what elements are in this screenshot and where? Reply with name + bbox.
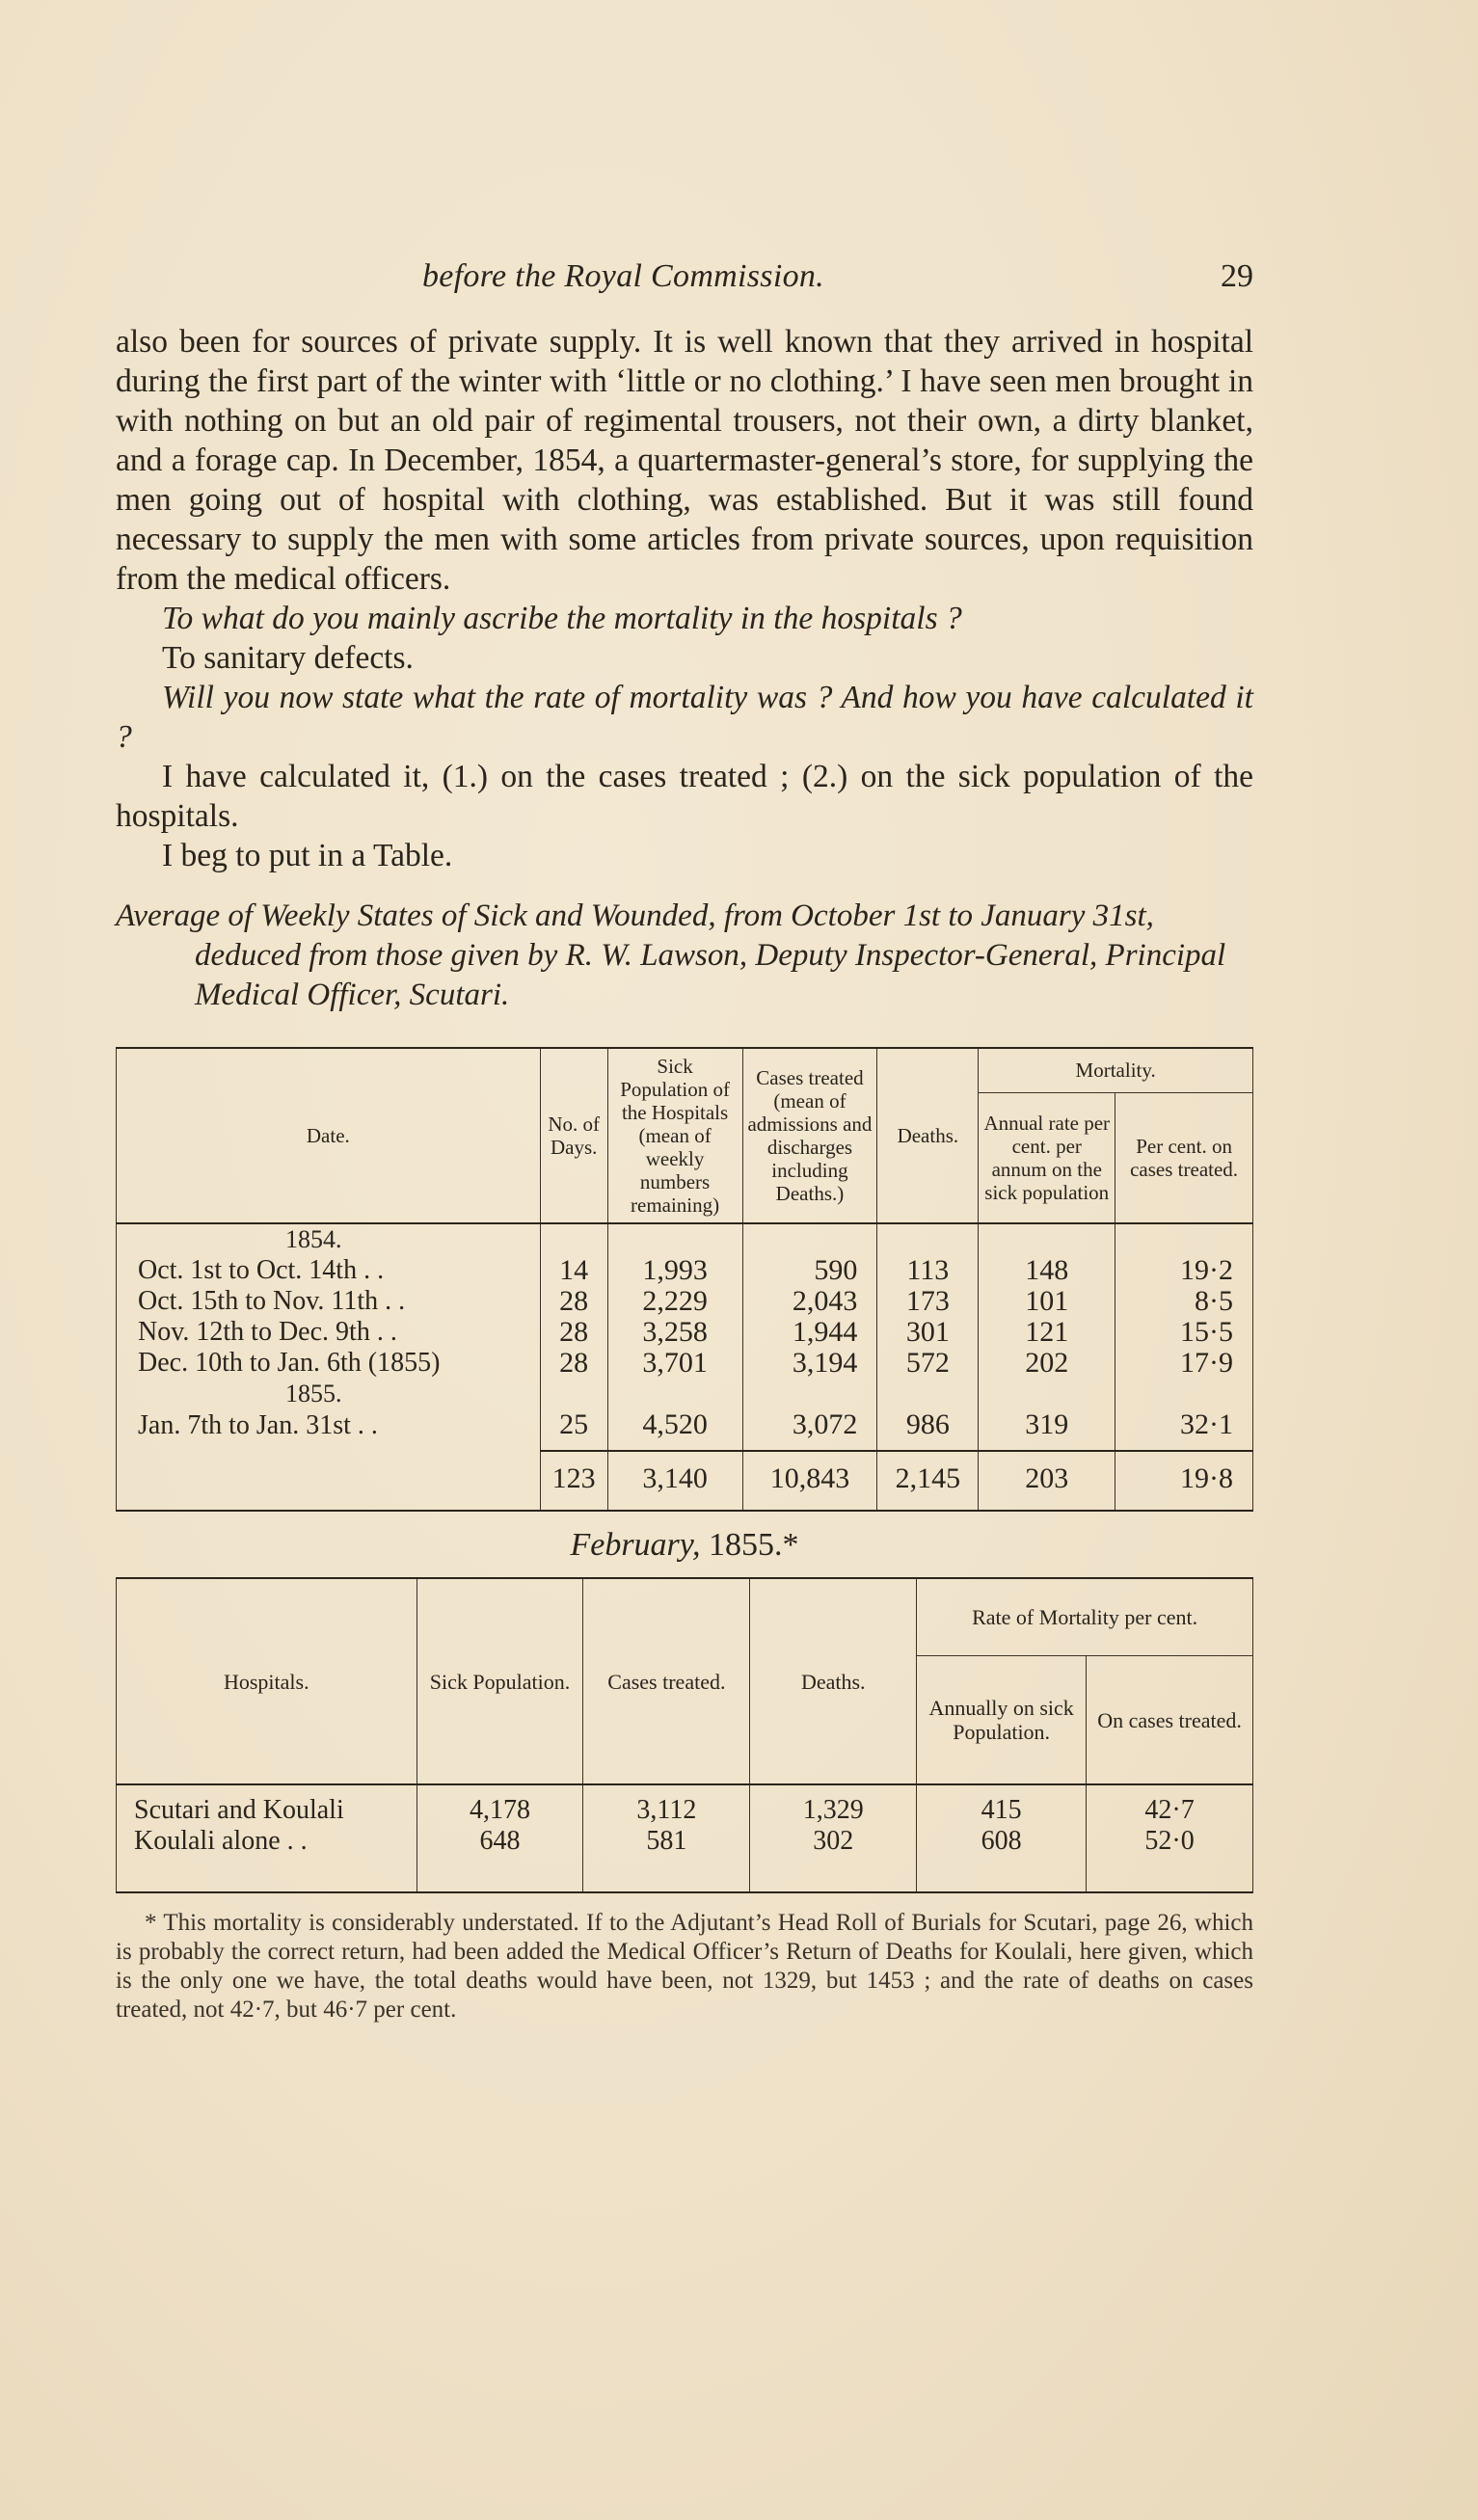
row-percent: 15·5 [1115, 1317, 1253, 1348]
table-row [117, 1255, 1253, 1286]
header-rate-mortality: Rate of Mortality per cent. [917, 1578, 1253, 1656]
page-content [116, 258, 1253, 2049]
row-cases: 3,072 [742, 1409, 877, 1451]
row-date: Oct. 15th to Nov. 11th . . [117, 1286, 541, 1317]
header-sick-population: Sick Population. [417, 1578, 583, 1784]
header-cases-treated: Cases treated. [583, 1578, 750, 1784]
header-annual-rate: Annual rate per cent. per annum on the sick population [979, 1092, 1115, 1223]
row-annually: 415 [917, 1784, 1087, 1826]
question-mortality-cause: To what do you mainly ascribe the mortality in the hospitals ? [162, 601, 962, 636]
row-days: 28 [540, 1286, 607, 1317]
header-on-cases: On cases treated. [1087, 1656, 1253, 1784]
row-hospital: Scutari and Koulali [117, 1784, 417, 1826]
row-percent: 8·5 [1115, 1286, 1253, 1317]
row-days: 14 [540, 1255, 607, 1286]
header-date: Date. [117, 1048, 541, 1223]
weekly-states-table [116, 1047, 1253, 1512]
row-date: Jan. 7th to Jan. 31st . . [117, 1409, 541, 1451]
row-cases: 581 [583, 1826, 750, 1892]
row-days: 28 [540, 1317, 607, 1348]
row-deaths: 173 [877, 1286, 979, 1317]
row-cases: 2,043 [742, 1286, 877, 1317]
header-days: No. of Days. [540, 1048, 607, 1223]
header-sick-population: Sick Population of the Hospitals (mean of weekly numbers remaining) [607, 1048, 742, 1223]
row-deaths: 302 [750, 1826, 917, 1892]
table-row [117, 1317, 1253, 1348]
row-annually: 608 [917, 1826, 1087, 1892]
row-deaths: 572 [877, 1348, 979, 1379]
header-deaths: Deaths. [750, 1578, 917, 1784]
row-annual: 148 [979, 1255, 1115, 1286]
header-deaths: Deaths. [877, 1048, 979, 1223]
total-days: 123 [540, 1451, 607, 1511]
row-deaths: 986 [877, 1409, 979, 1451]
row-hospital: Koulali alone . . [117, 1826, 417, 1892]
table-row [117, 1348, 1253, 1379]
row-cases: 590 [742, 1255, 877, 1286]
february-month: February, [570, 1527, 701, 1563]
footnote: * This mortality is considerably understated. If to the Adjutant’s Head Roll of Burials for Scutari, page 26, which is probably the correct return, had been added the Medical Officer’s Return of Deaths for Koulali, here given, which is the only one we have, the total deaths would have been, not 1329, but 1453 ; and the rate of deaths on cases treated, not 42·7, but 46·7 per cent. [116, 1910, 1253, 2023]
header-mortality: Mortality. [979, 1048, 1253, 1092]
year-1855: 1855. [117, 1379, 541, 1409]
total-sick: 3,140 [607, 1451, 742, 1511]
row-sick: 648 [417, 1826, 583, 1892]
header-hospitals: Hospitals. [117, 1578, 417, 1784]
answer-calculation: I have calculated it, (1.) on the cases treated ; (2.) on the sick population of the hospitals. [116, 759, 1253, 834]
row-on-cases: 42·7 [1087, 1784, 1253, 1826]
table-row [117, 1826, 1253, 1892]
question-rate: Will you now state what the rate of mortality was ? And how you have calculated it ? [116, 680, 1253, 755]
table-row [117, 1286, 1253, 1317]
total-cases: 10,843 [742, 1451, 877, 1511]
row-sick: 4,520 [607, 1409, 742, 1451]
row-days: 28 [540, 1348, 607, 1379]
row-annual: 202 [979, 1348, 1115, 1379]
row-sick: 1,993 [607, 1255, 742, 1286]
total-percent: 19·8 [1115, 1451, 1253, 1511]
row-cases: 3,112 [583, 1784, 750, 1826]
row-sick: 3,701 [607, 1348, 742, 1379]
row-sick: 4,178 [417, 1784, 583, 1826]
row-percent: 19·2 [1115, 1255, 1253, 1286]
row-days: 25 [540, 1409, 607, 1451]
february-year: 1855.* [709, 1527, 799, 1563]
row-date: Oct. 1st to Oct. 14th . . [117, 1255, 541, 1286]
table-row [117, 1784, 1253, 1826]
row-deaths: 301 [877, 1317, 979, 1348]
header-percent-cases: Per cent. on cases treated. [1115, 1092, 1253, 1223]
total-annual: 203 [979, 1451, 1115, 1511]
row-deaths: 113 [877, 1255, 979, 1286]
row-annual: 121 [979, 1317, 1115, 1348]
running-header [116, 258, 1253, 295]
totals-row [117, 1451, 1253, 1511]
row-sick: 2,229 [607, 1286, 742, 1317]
table-row [117, 1409, 1253, 1451]
answer-sanitary: To sanitary defects. [162, 640, 414, 676]
row-cases: 1,944 [742, 1317, 877, 1348]
paragraph-clothing: also been for sources of private supply. It is well known that they arrived in hospital during the first part of the winter with ‘little or no clothing.’ I have seen men brought in with nothing on but an old pair of regimental trousers, not their own, a dirty blanket, and a forage cap. In December, 1854, a quartermaster-general’s store, for supplying the men going out of hospital with clothing, was established. But it was still found necessary to supply the men with some articles from private sources, upon requisition from the medical officers. [116, 324, 1253, 597]
running-title: before the Royal Commission. [422, 258, 824, 294]
row-date: Dec. 10th to Jan. 6th (1855) [117, 1348, 541, 1379]
table-caption: Average of Weekly States of Sick and Wounded, from October 1st to January 31st, deduced from those given by R. W. Lawson, Deputy Inspector-General, Principal Medical Officer, Scutari. [116, 898, 1226, 1012]
february-heading [116, 1527, 1253, 1564]
row-cases: 3,194 [742, 1348, 877, 1379]
row-deaths: 1,329 [750, 1784, 917, 1826]
page-number: 29 [1221, 258, 1253, 294]
february-table [116, 1577, 1253, 1893]
header-annually: Annually on sick Population. [917, 1656, 1087, 1784]
row-on-cases: 52·0 [1087, 1826, 1253, 1892]
row-annual: 101 [979, 1286, 1115, 1317]
row-percent: 32·1 [1115, 1409, 1253, 1451]
total-deaths: 2,145 [877, 1451, 979, 1511]
row-percent: 17·9 [1115, 1348, 1253, 1379]
answer-table: I beg to put in a Table. [162, 838, 453, 873]
year-1854: 1854. [117, 1223, 541, 1255]
row-annual: 319 [979, 1409, 1115, 1451]
row-date: Nov. 12th to Dec. 9th . . [117, 1317, 541, 1348]
header-cases-treated: Cases treated (mean of admissions and discharges including Deaths.) [742, 1048, 877, 1223]
row-sick: 3,258 [607, 1317, 742, 1348]
